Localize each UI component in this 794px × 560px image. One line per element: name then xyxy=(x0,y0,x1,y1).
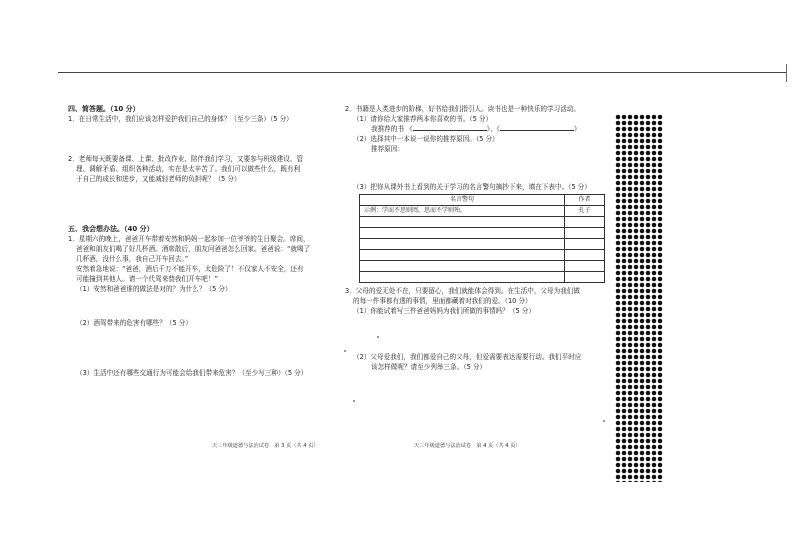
page-3-footer: 天三年级道德与法治试卷 第 3 页（共 4 页） xyxy=(212,443,319,449)
recommend-label: 我推荐的书 xyxy=(371,125,404,133)
sub-question-3: （3）生活中还有哪些交通行为可能会给我们带来危害？（至少写三种）（5 分） xyxy=(76,369,308,377)
table-row[interactable] xyxy=(360,250,605,261)
question-2-intro: 2．书籍是人类进步的阶梯，好书给我们指引人。读书也是一种快乐的学习活动。 xyxy=(345,105,580,113)
reason-label: 推荐原因： xyxy=(371,145,404,153)
binding-hole-pattern xyxy=(615,114,663,482)
page-3-column xyxy=(68,104,328,378)
question-2-line-1: 2．老师每天既要备课、上课、批改作业、陪伴我们学习，又要参与班级建设、管 xyxy=(68,155,303,163)
table-row[interactable] xyxy=(360,228,605,239)
section-4-title: 四、简答题。（10 分） xyxy=(68,105,140,113)
page-4-column xyxy=(345,104,603,372)
quotes-table xyxy=(359,194,605,283)
sub-question-1: （1）安然和爸爸谁的做法是对的？为什么？（5 分） xyxy=(76,285,232,293)
top-rule xyxy=(58,72,786,73)
question-3-part-2-line-2: 该怎样做呢？请至少列举三条。（5 分） xyxy=(371,363,487,371)
table-row-example xyxy=(360,206,605,217)
separator: 、 xyxy=(489,125,497,133)
passage-line-4: 安然着急地说：“爸爸，酒后千万不能开车，太危险了！不仅家人不安全，还有 xyxy=(76,265,304,273)
header-quote: 名言警句 xyxy=(360,195,565,206)
scan-speck xyxy=(603,420,605,422)
scan-speck xyxy=(353,400,355,402)
scan-speck xyxy=(377,336,379,338)
sub-question-2: （2）酒驾带来的危害有哪些？（5 分） xyxy=(76,319,192,327)
table-row[interactable] xyxy=(360,239,605,250)
question-2-line-2: 理、调解矛盾、组织各种活动，实在是太辛苦了。我们可以做些什么，既有利 xyxy=(76,165,301,173)
passage-line-2: 爸爸和朋友们喝了好几杯酒。酒席散后，朋友问爸爸怎么回家。爸爸说：“就喝了 xyxy=(76,245,311,253)
table-header-row xyxy=(360,195,605,206)
table-row[interactable] xyxy=(360,272,605,283)
passage-line-5: 可能撞到其他人。请一个代驾来替我们开车吧！” xyxy=(76,275,218,283)
question-1: 1．在日常生活中，我们应该怎样爱护我们自己的身体？（至少三条）（5 分） xyxy=(68,115,293,123)
question-2-part-2: （2）选择其中一本说一说你的推荐原因。（5 分） xyxy=(353,135,499,143)
example-author: 孔子 xyxy=(565,206,605,217)
section-5-title: 五、我会想办法。（40 分） xyxy=(68,225,154,233)
table-row[interactable] xyxy=(360,261,605,272)
question-2-part-1: （1）请你给大家推荐两本你喜欢的书。（5 分） xyxy=(353,115,493,123)
recommend-books-line: 我推荐的书 《 》、《 》 xyxy=(371,125,581,133)
book-2-blank[interactable] xyxy=(500,124,574,131)
header-author: 作者 xyxy=(565,195,605,206)
question-2-part-3: （3）把你从课外书上看到的关于学习的名言警句摘抄下来，填在下表中。（5 分） xyxy=(353,183,591,191)
question-3-line-2: 的每一件事都有透的事情，里面都藏着对我们的爱。（10 分） xyxy=(353,297,532,305)
example-quote: 示例：学而不思则罔，思而不学则殆。 xyxy=(360,206,565,217)
question-2-line-3: 于自己的成长和进步，又能减轻老师的负担呢？（5 分） xyxy=(76,175,241,183)
page-4-footer: 天三年级道德与法治试卷 第 4 页（共 4 页） xyxy=(414,443,521,449)
question-3-part-2-line-1: （2）父母爱我们，我们都爱自己的父母，但爱需要表达需要行动。我们平时应 xyxy=(353,353,582,361)
book-1-blank[interactable] xyxy=(413,124,487,131)
scan-speck xyxy=(344,350,346,352)
passage-line-3: 几杯酒，没什么事，我自己开车回去。” xyxy=(76,255,189,263)
edge-tick xyxy=(786,64,787,82)
passage-line-1: 1．星期六的晚上，爸爸开车带着安然和妈妈一起参加一位爷爷的生日聚会。席间， xyxy=(68,235,310,243)
question-3-line-1: 3．父母的爱无处不在，只要留心，我们就能体会得到。在生活中，父母为我们做 xyxy=(345,287,580,295)
table-row[interactable] xyxy=(360,217,605,228)
question-3-part-1: （1）你能试着写三件爸爸妈妈为我们所做的事情吗？（5 分） xyxy=(353,307,535,315)
